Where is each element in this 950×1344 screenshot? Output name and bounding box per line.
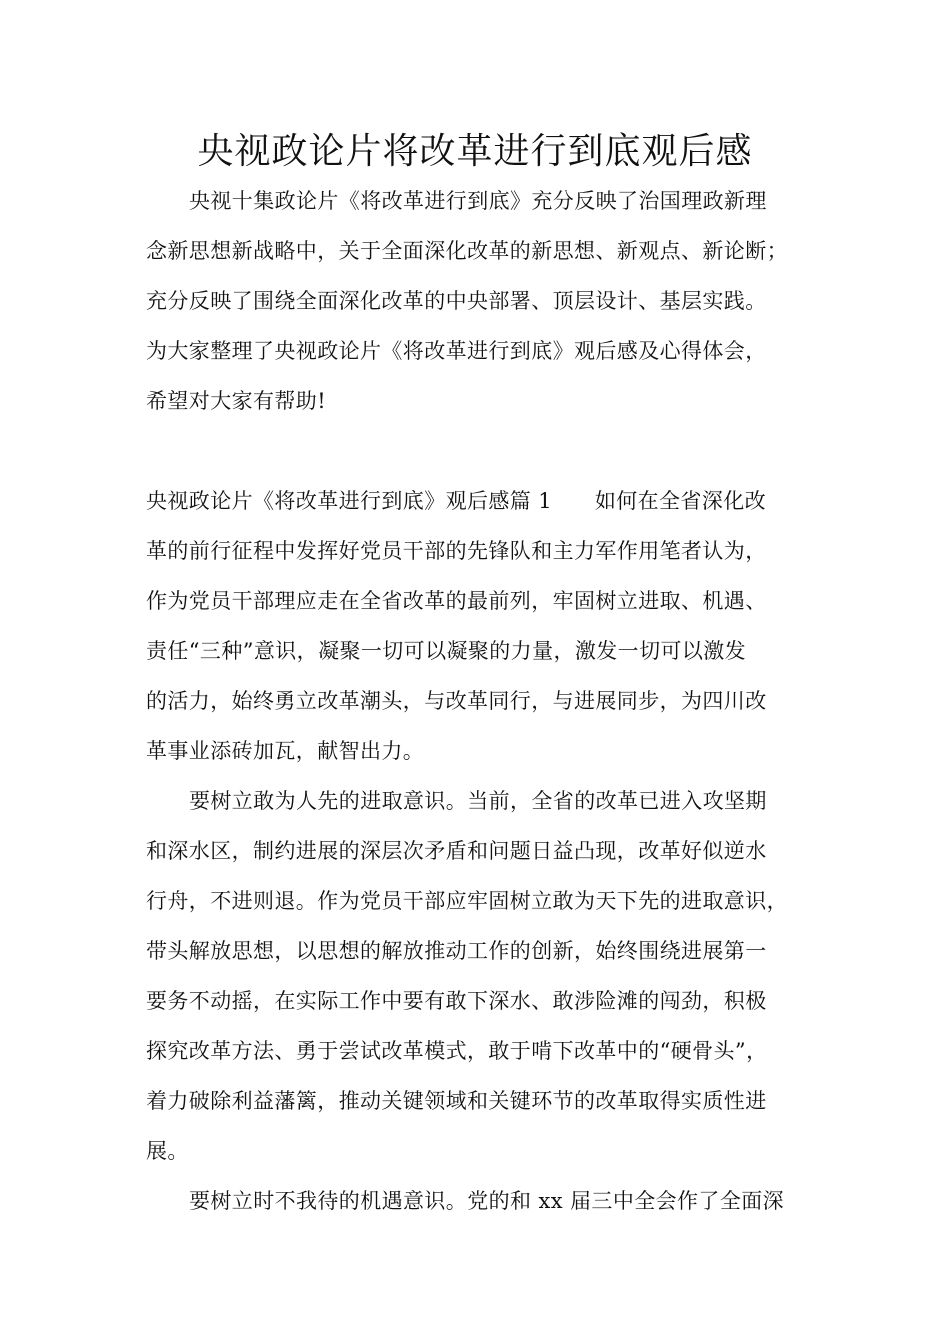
- intro-line-1: 央视十集政论片《将改革进行到底》充分反映了治国理政新理: [189, 189, 767, 213]
- document-title: 央视政论片将改革进行到底观后感: [197, 131, 753, 172]
- paragraph-2-line-4: 带头解放思想，以思想的解放推动工作的创新，始终围绕进展第一: [146, 939, 767, 963]
- paragraph-2-line-2: 和深水区，制约进展的深层次矛盾和问题日益凸现，改革好似逆水: [146, 839, 767, 863]
- intro-line-3: 充分反映了围绕全面深化改革的中央部署、顶层设计、基层实践。: [146, 289, 767, 313]
- paragraph-2-line-1: 要树立敢为人先的进取意识。当前，全省的改革已进入攻坚期: [189, 789, 767, 813]
- section-1-line-3: 作为党员干部理应走在全省改革的最前列，牢固树立进取、机遇、: [146, 589, 767, 613]
- intro-line-2: 念新思想新战略中，关于全面深化改革的新思想、新观点、新论断；: [146, 239, 788, 263]
- paragraph-2-line-7: 着力破除利益藩篱，推动关键领域和关键环节的改革取得实质性进: [146, 1089, 767, 1113]
- paragraph-3-line-1: 要树立时不我待的机遇意识。党的和 xx 届三中全会作了全面深: [189, 1189, 785, 1213]
- section-1-line-4: 责任“三种”意识，凝聚一切可以凝聚的力量，激发一切可以激发: [146, 639, 747, 663]
- section-1-line-6: 革事业添砖加瓦，献智出力。: [146, 739, 425, 763]
- intro-line-4: 为大家整理了央视政论片《将改革进行到底》观后感及心得体会，: [146, 339, 767, 363]
- section-1-line-5: 的活力，始终勇立改革潮头，与改革同行，与进展同步，为四川改: [146, 689, 767, 713]
- paragraph-2-line-6: 探究改革方法、勇于尝试改革模式，敢于啃下改革中的“硬骨头”，: [146, 1039, 768, 1063]
- paragraph-2-line-3: 行舟，不进则退。作为党员干部应牢固树立敢为天下先的进取意识，: [146, 889, 788, 913]
- intro-line-5: 希望对大家有帮助!: [146, 389, 327, 413]
- section-1-line-2: 革的前行征程中发挥好党员干部的先锋队和主力军作用笔者认为，: [146, 539, 767, 563]
- paragraph-2-line-5: 要务不动摇，在实际工作中要有敢下深水、敢涉险滩的闯劲，积极: [146, 989, 767, 1013]
- paragraph-2-line-8: 展。: [146, 1139, 189, 1163]
- section-1-line-1: 央视政论片《将改革进行到底》观后感篇 1 如何在全省深化改: [146, 489, 767, 513]
